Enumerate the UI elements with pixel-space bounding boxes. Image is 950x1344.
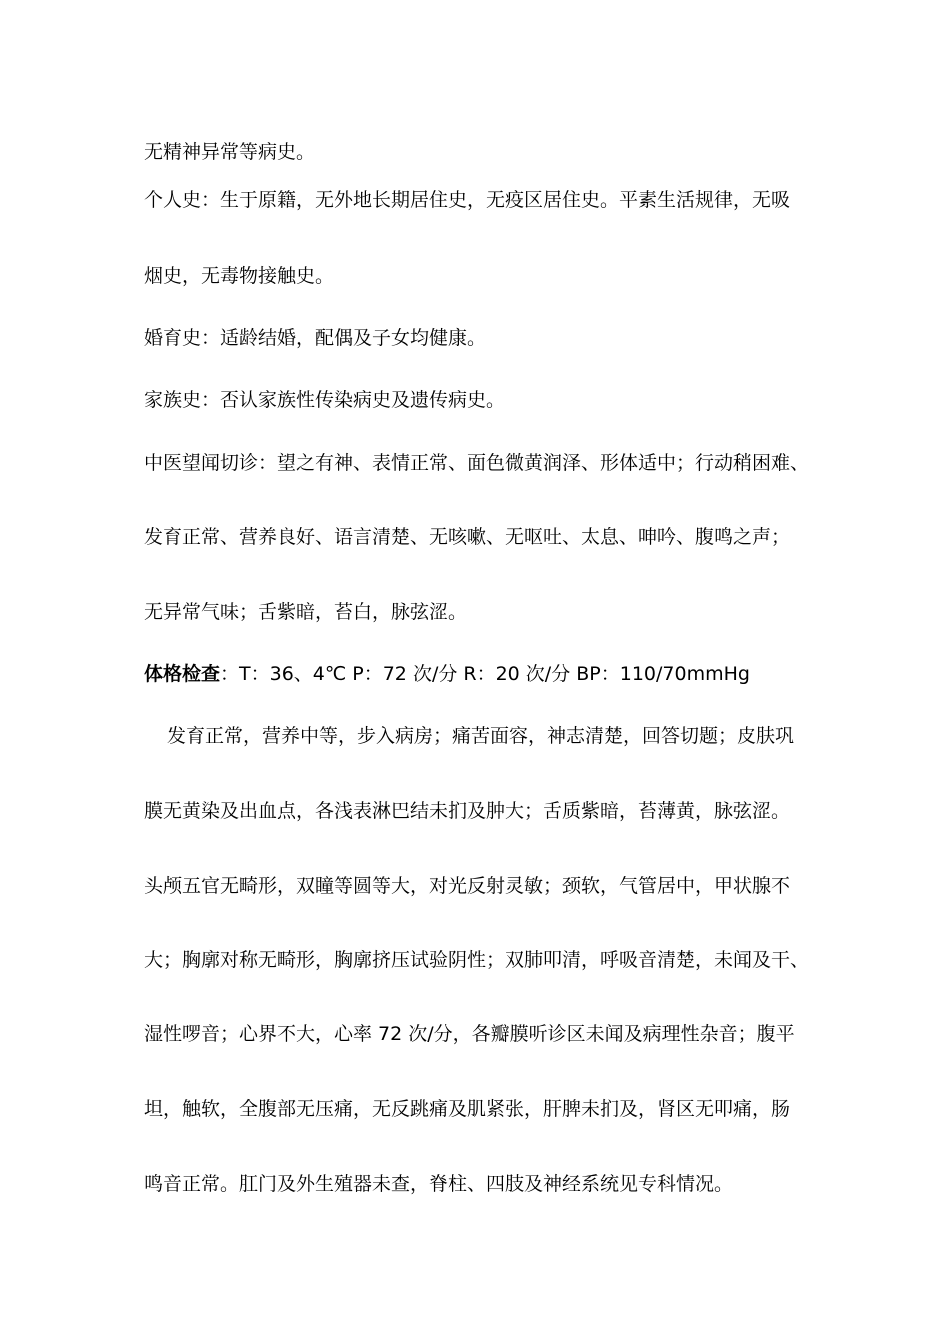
text-line: 鸣音正常。肛门及外生殖器未查，脊柱、四肢及神经系统见专科情况。 [144, 1173, 734, 1195]
text-line: 大；胸廓对称无畸形，胸廓挤压试验阴性；双肺叩清，呼吸音清楚，未闻及干、 [144, 949, 810, 971]
text-line: 无精神异常等病史。 [144, 141, 316, 163]
text-line: 膜无黄染及出血点，各浅表淋巴结未扪及肿大；舌质紫暗，苔薄黄，脉弦涩。 [144, 800, 791, 822]
text-line: 湿性啰音；心界不大，心率 72 次/分，各瓣膜听诊区未闻及病理性杂音；腹平 [144, 1023, 795, 1045]
physical-exam-heading: 体格检查 [144, 663, 221, 685]
family-history-line: 家族史：否认家族性传染病史及遗传病史。 [144, 389, 506, 411]
text-line: 坦，触软，全腹部无压痛，无反跳痛及肌紧张，肝脾未扪及，肾区无叩痛，肠 [144, 1098, 791, 1120]
physical-exam-line [144, 662, 750, 686]
personal-history-line: 个人史：生于原籍，无外地长期居住史，无疫区居住史。平素生活规律，无吸 [144, 189, 791, 211]
text-line: 无异常气味；舌紫暗，苔白，脉弦涩。 [144, 601, 468, 623]
marriage-history-line: 婚育史：适龄结婚，配偶及子女均健康。 [144, 327, 487, 349]
tcm-exam-line: 中医望闻切诊：望之有神、表情正常、面色微黄润泽、形体适中；行动稍困难、 [144, 452, 810, 474]
text-line: 烟史，无毒物接触史。 [144, 265, 335, 287]
text-line: 发育正常，营养中等，步入病房；痛苦面容，神志清楚，回答切题；皮肤巩 [167, 725, 795, 747]
text-line: 发育正常、营养良好、语言清楚、无咳嗽、无呕吐、太息、呻吟、腹鸣之声； [144, 526, 791, 548]
text-line: 头颅五官无畸形，双瞳等圆等大，对光反射灵敏；颈软，气管居中，甲状腺不 [144, 875, 791, 897]
vital-signs: ：T：36、4℃ P：72 次/分 R：20 次/分 BP：110/70mmHg [220, 663, 750, 685]
